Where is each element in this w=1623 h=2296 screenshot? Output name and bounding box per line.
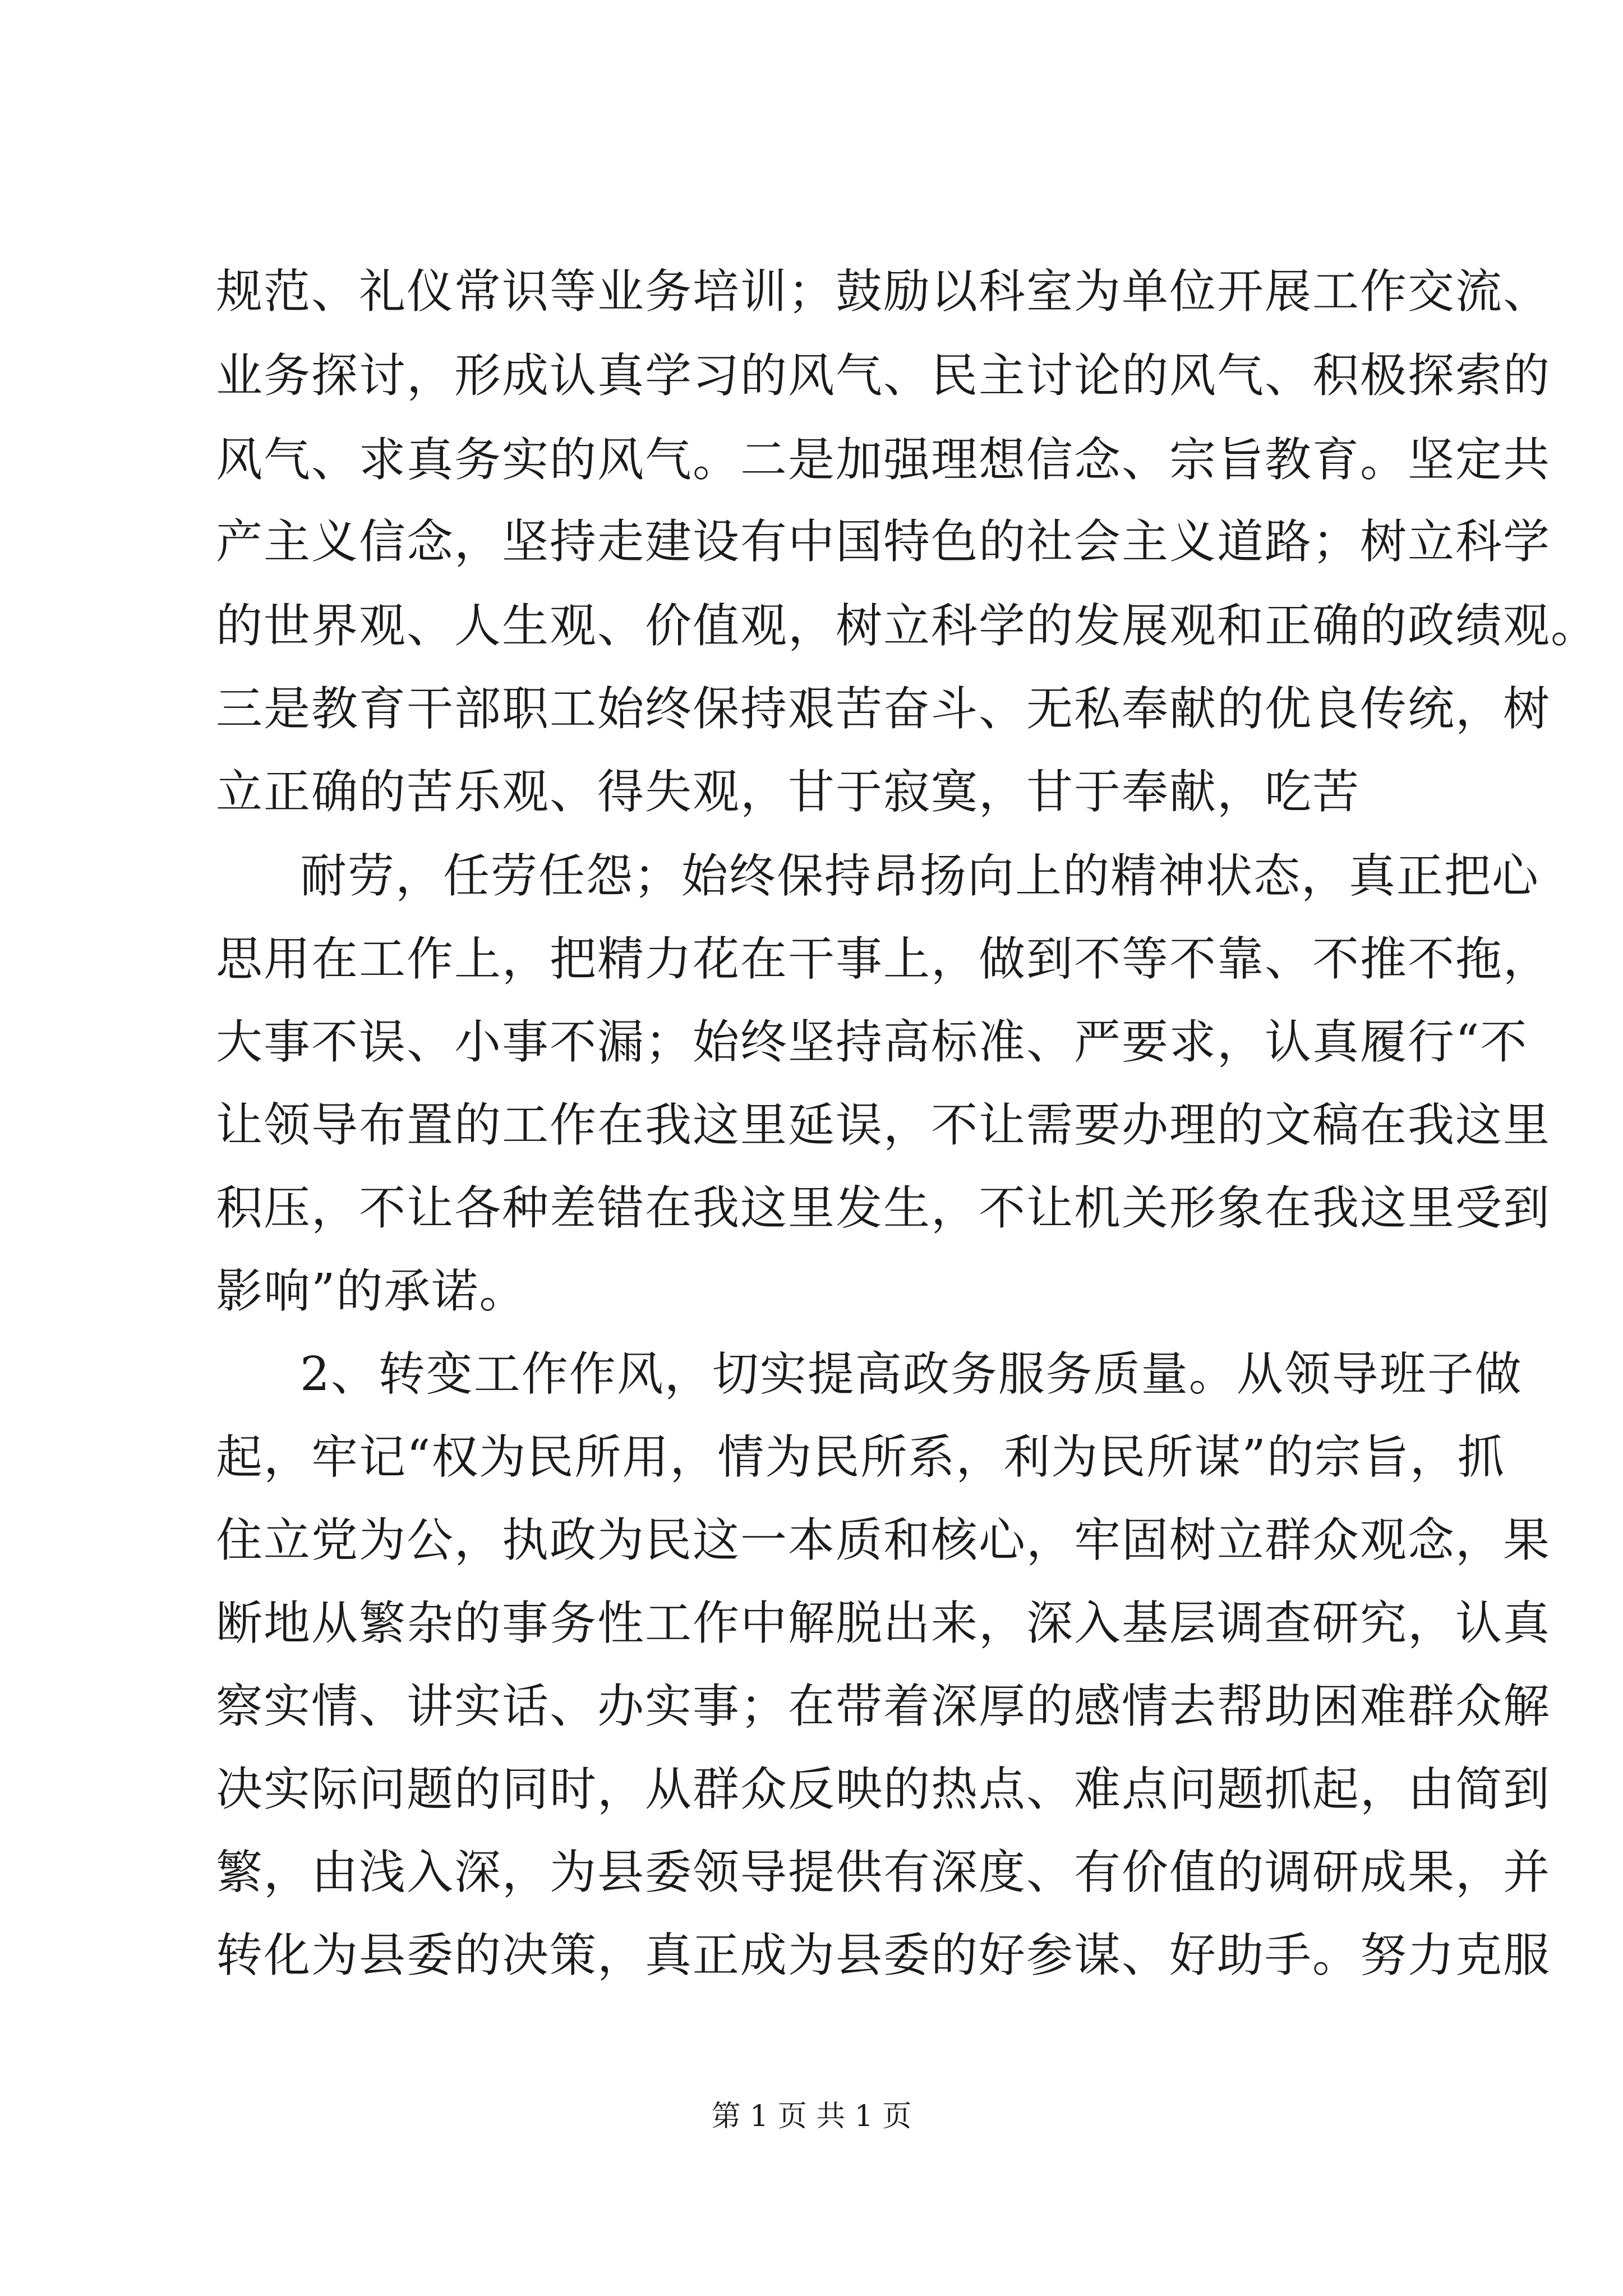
text-line: 立正确的苦乐观、得失观，甘于寂寞，甘于奉献，吃苦 <box>216 765 1360 819</box>
text-line: 起，牢记“权为民所用，情为民所系，利为民所谋”的宗旨，抓 <box>216 1430 1505 1484</box>
text-line: 业务探讨，形成认真学习的风气、民主讨论的风气、积极探索的 <box>216 348 1551 403</box>
text-line: 思用在工作上，把精力花在干事上，做到不等不靠、不推不拖， <box>216 932 1551 986</box>
text-line: 耐劳，任劳任怨；始终保持昂扬向上的精神状态，真正把心 <box>300 849 1539 903</box>
text-line: 让领导布置的工作在我这里延误，不让需要办理的文稿在我这里 <box>216 1098 1551 1152</box>
text-line: 影响”的承诺。 <box>216 1264 527 1318</box>
text-line: 的世界观、人生观、价值观，树立科学的发展观和正确的政绩观。 <box>216 599 1598 653</box>
text-line: 大事不误、小事不漏；始终坚持高标准、严要求，认真履行“不 <box>216 1015 1528 1069</box>
text-line: 规范、礼仪常识等业务培训；鼓励以科室为单位开展工作交流、 <box>216 264 1551 319</box>
text-line: 决实际问题的同时，从群众反映的热点、难点问题抓起，由简到 <box>216 1762 1551 1816</box>
text-line: 转化为县委的决策，真正成为县委的好参谋、好助手。努力克服 <box>216 1928 1551 1982</box>
page-number-footer: 第 1 页 共 1 页 <box>711 2100 912 2133</box>
text-line: 积压，不让各种差错在我这里发生，不让机关形象在我这里受到 <box>216 1181 1551 1235</box>
text-line: 察实情、讲实话、办实事；在带着深厚的感情去帮助困难群众解 <box>216 1679 1551 1733</box>
text-line: 繁，由浅入深，为县委领导提供有深度、有价值的调研成果，并 <box>216 1845 1551 1899</box>
text-line: 风气、求真务实的风气。二是加强理想信念、宗旨教育。坚定共 <box>216 432 1551 487</box>
text-line: 三是教育干部职工始终保持艰苦奋斗、无私奉献的优良传统，树 <box>216 682 1551 736</box>
text-line: 住立党为公，执政为民这一本质和核心，牢固树立群众观念，果 <box>216 1513 1551 1567</box>
text-line: 2、转变工作作风，切实提高政务服务质量。从领导班子做 <box>300 1347 1523 1401</box>
text-line: 产主义信念，坚持走建设有中国特色的社会主义道路；树立科学 <box>216 514 1551 569</box>
text-line: 断地从繁杂的事务性工作中解脱出来，深入基层调查研究，认真 <box>216 1596 1551 1650</box>
